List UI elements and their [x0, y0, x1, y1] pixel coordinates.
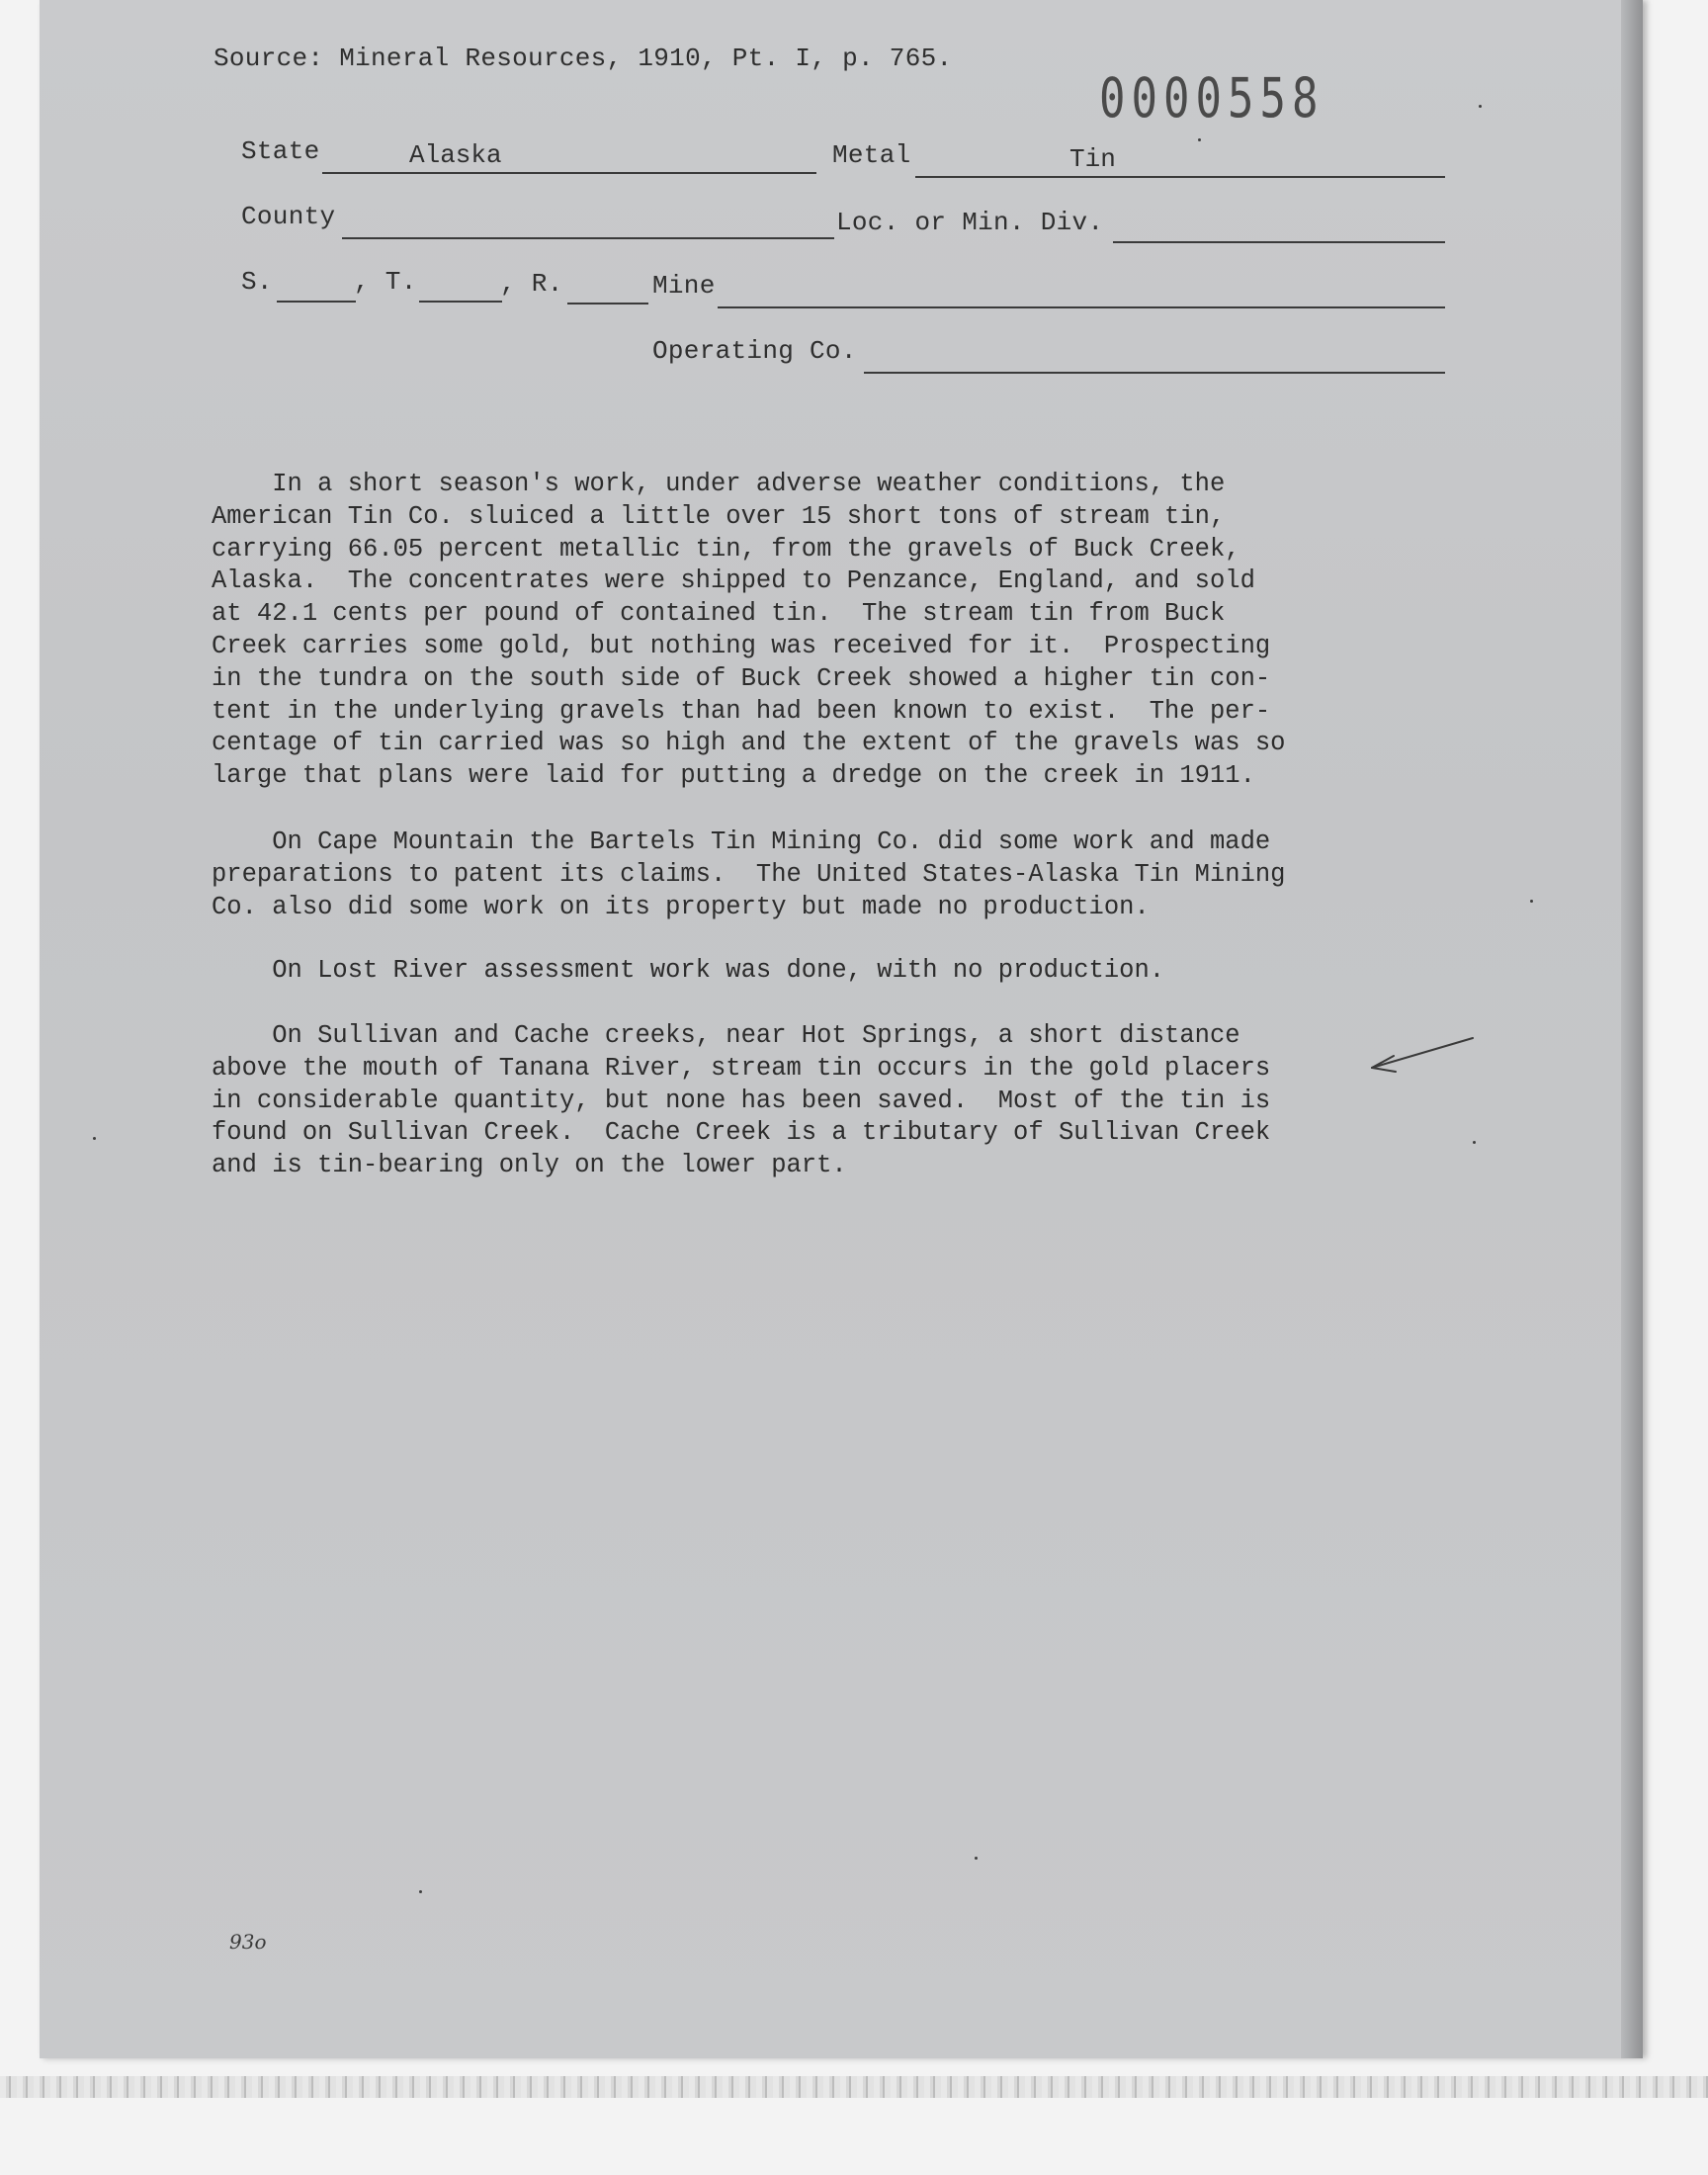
metal-line	[915, 176, 1445, 178]
paragraph-buck-creek	[212, 469, 1378, 793]
section-line	[277, 301, 356, 303]
operating-label: Operating Co.	[652, 336, 857, 366]
operating-line	[864, 372, 1445, 374]
text-line: Alaska. The concentrates were shipped to Penzance, England, and sold	[212, 566, 1255, 596]
paragraph-cape-mountain	[212, 826, 1378, 923]
section-label: S.	[241, 267, 273, 297]
text-line: On Lost River assessment work was done, with no production.	[212, 956, 1165, 985]
paragraph-sullivan-cache	[212, 1020, 1378, 1182]
county-label: County	[241, 202, 336, 231]
state-value: Alaska	[409, 140, 502, 170]
text-line: Co. also did some work on its property but made no production.	[212, 892, 1150, 921]
text-line: preparations to patent its claims. The United States-Alaska Tin Mining	[212, 859, 1286, 889]
text-line: at 42.1 cents per pound of contained tin. The stream tin from Buck	[212, 599, 1226, 629]
text-line: In a short season's work, under adverse weather conditions, the	[212, 470, 1226, 498]
loc-line	[1113, 241, 1445, 243]
township-line	[419, 301, 502, 303]
text-line: and is tin-bearing only on the lower part.	[212, 1151, 847, 1180]
text-line: tent in the underlying gravels than had been known to exist. The per-	[212, 696, 1271, 726]
text-line: in considerable quantity, but none has been saved. Most of the tin is	[212, 1086, 1271, 1115]
text-line: large that plans were laid for putting a dredge on the creek in 1911.	[212, 761, 1255, 791]
document-number: 0000558	[1099, 67, 1324, 130]
page-edge-shadow	[1621, 0, 1643, 2058]
mine-line	[718, 306, 1445, 308]
text-line: carrying 66.05 percent metallic tin, from the gravels of Buck Creek,	[212, 534, 1240, 564]
scan-speck	[1198, 138, 1201, 141]
scanner-edge-strip	[0, 2076, 1708, 2098]
metal-value: Tin	[1069, 144, 1116, 174]
mine-label: Mine	[652, 271, 716, 301]
state-line	[322, 172, 816, 174]
source-line: Source: Mineral Resources, 1910, Pt. I, p. 765.	[214, 44, 953, 73]
range-label: , R.	[500, 269, 563, 299]
township-label: , T.	[354, 267, 417, 297]
text-line: American Tin Co. sluiced a little over 15 short tons of stream tin,	[212, 501, 1226, 531]
handwritten-note: 93o	[229, 1930, 267, 1954]
text-line: Creek carries some gold, but nothing was received for it. Prospecting	[212, 631, 1271, 660]
text-line: found on Sullivan Creek. Cache Creek is a tributary of Sullivan Creek	[212, 1118, 1271, 1148]
scan-speck	[1479, 105, 1482, 108]
county-line	[342, 237, 834, 239]
metal-label: Metal	[832, 140, 911, 170]
text-line: in the tundra on the south side of Buck Creek showed a higher tin con-	[212, 663, 1271, 693]
text-line: On Cape Mountain the Bartels Tin Mining Co. did some work and made	[212, 827, 1271, 856]
state-label: State	[241, 136, 320, 166]
scan-speck	[975, 1857, 978, 1860]
range-line	[567, 303, 648, 304]
loc-label: Loc. or Min. Div.	[836, 208, 1104, 237]
scan-speck	[419, 1890, 422, 1893]
scan-speck	[1530, 900, 1533, 903]
scan-speck	[93, 1137, 96, 1140]
text-line: On Sullivan and Cache creeks, near Hot Springs, a short distance	[212, 1021, 1240, 1050]
handwritten-arrow-icon	[1364, 1028, 1483, 1083]
text-line: above the mouth of Tanana River, stream tin occurs in the gold placers	[212, 1053, 1271, 1083]
text-line: centage of tin carried was so high and the extent of the gravels was so	[212, 729, 1286, 758]
scan-speck	[1473, 1141, 1476, 1144]
paragraph-lost-river	[212, 955, 1378, 988]
